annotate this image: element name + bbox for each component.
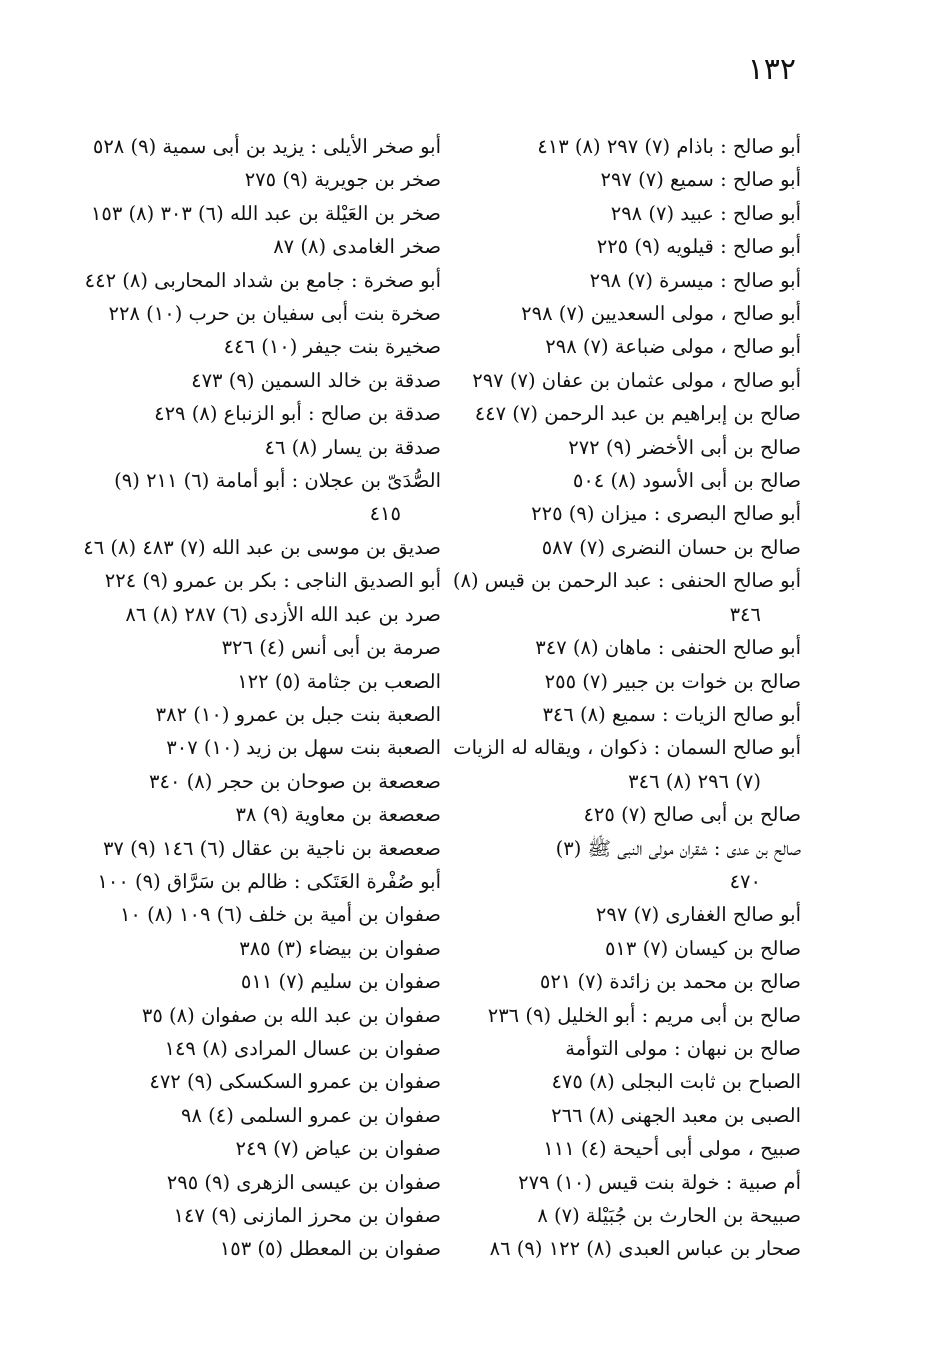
index-entry-text: أبو صالح البصرى : ميزان (٩) ٢٢٥ — [531, 502, 801, 526]
index-entry-text: صفوان بن عمرو السلمى (٤) ٩٨ — [181, 1103, 441, 1127]
index-entry-text: أبو الصديق الناجى : بكر بن عمرو (٩) ٢٢٤ — [104, 569, 441, 593]
index-entry-text: صفوان بن أمية بن خلف (٦) ١٠٩ (٨) ١٠ — [119, 903, 441, 927]
index-entry-text: صفوان بن محرز المازنى (٩) ١٤٧ — [173, 1204, 441, 1227]
index-entry — [91, 598, 441, 631]
index-entry-text: أبو صالح الحنفى : ماهان (٨) ٣٤٧ — [535, 636, 801, 660]
index-entry — [451, 1166, 801, 1199]
index-entry — [91, 397, 441, 430]
index-entry — [451, 798, 801, 831]
index-entry-text: صفوان بن عياض (٧) ٢٤٩ — [235, 1137, 441, 1161]
index-entry-text: صبيح ، مولى أبى أحيحة (٤) ١١١ — [543, 1137, 801, 1161]
index-entry-text: الصعب بن جثامة (٥) ١٢٢ — [237, 669, 441, 693]
index-entry — [451, 197, 801, 230]
index-entry — [451, 264, 801, 297]
index-entry-continuation: ٤١٥ — [369, 502, 401, 526]
index-entry-text: الصُّدَىّ بن عجلان : أبو أمامة (٦) ٢١١ (٩) — [114, 469, 441, 493]
index-entry-continuation: (٧) ٢٩٦ (٨) ٣٤٦ — [628, 769, 761, 793]
index-entry-text: صفوان بن المعطل (٥) ١٥٣ — [219, 1237, 441, 1261]
index-entry-text: أبو صُفْرة العَتَكى : ظالم بن سَرَّاق (٩) ١٠٠ — [97, 869, 441, 893]
index-entry — [451, 397, 801, 430]
index-entry-text: صالح بن عدى : شقران مولى النبى ﷺ (٣) — [555, 836, 801, 860]
index-entry — [91, 1099, 441, 1132]
index-entry-text: صالح بن خوات بن جبير (٧) ٢٥٥ — [544, 669, 801, 693]
index-entry — [91, 932, 441, 965]
index-entry — [91, 1166, 441, 1199]
index-entry-text: صخر بن العَيْلة بن عبد الله (٦) ٣٠٣ (٨) ١٥٣ — [90, 201, 441, 225]
index-entry-text: أبو صالح ، مولى عثمان بن عفان (٧) ٢٩٧ — [472, 368, 801, 392]
index-entry-text: صخر الغامدى (٨) ٨٧ — [273, 235, 441, 259]
index-entry-text: أبو صخر الأيلى : يزيد بن أبى سمية (٩) ٥٢٨ — [92, 135, 441, 158]
index-entry — [84, 264, 441, 297]
index-entry-text: صالح بن كيسان (٧) ٥١٣ — [604, 936, 801, 960]
index-entry — [451, 564, 801, 631]
index-entry-text: صالح بن أبى مريم : أبو الخليل (٩) ٢٣٦ — [487, 1003, 801, 1027]
index-entry-text: صعصعة بن معاوية (٩) ٣٨ — [235, 803, 441, 827]
index-entry — [451, 497, 801, 530]
index-entry-text: أبو صالح : باذام (٧) ٢٩٧ (٨) ٤١٣ — [537, 135, 801, 158]
index-entry — [91, 1199, 441, 1232]
index-entry-text: صديق بن موسى بن عبد الله (٧) ٤٨٣ (٨) ٤٦ — [83, 535, 441, 559]
index-entry — [91, 197, 441, 230]
index-entry — [91, 130, 441, 163]
index-entry-text: صخرة بنت أبى سفيان بن حرب (١٠) ٢٢٨ — [108, 302, 441, 326]
index-entry-text: أبو صالح ، مولى السعديين (٧) ٢٩٨ — [521, 302, 801, 326]
index-entry — [91, 431, 441, 464]
index-entry-text: صالح بن محمد بن زائدة (٧) ٥٢١ — [539, 970, 801, 994]
index-entry — [451, 1099, 801, 1132]
index-entry — [451, 297, 801, 330]
index-entry-text: أبو صخرة : جامع بن شداد المحاربى (٨) ٤٤٢ — [84, 268, 441, 292]
index-entry-text: أبو صالح الغفارى (٧) ٢٩٧ — [595, 903, 801, 927]
index-entry-text: أبو صالح الحنفى : عبد الرحمن بن قيس (٨) — [452, 569, 801, 593]
index-entry — [451, 330, 801, 363]
index-entry — [91, 832, 441, 865]
index-entry-text: صفوان بن عسال المرادى (٨) ١٤٩ — [164, 1036, 441, 1060]
index-entry — [451, 665, 801, 698]
index-entry-text: أبو صالح : ميسرة (٧) ٢٩٨ — [589, 268, 801, 292]
index-entry — [91, 999, 441, 1032]
index-entry-text: صعصعة بن ناجية بن عقال (٦) ١٤٦ (٩) ٣٧ — [102, 836, 441, 860]
index-entry — [451, 431, 801, 464]
index-entry — [451, 364, 801, 397]
index-entry — [451, 464, 801, 497]
index-entry-text: صفوان بن سليم (٧) ٥١١ — [240, 970, 441, 994]
index-entry — [91, 898, 441, 931]
index-entry-text: الصباح بن ثابت البجلى (٨) ٤٧٥ — [551, 1070, 801, 1094]
index-entry — [451, 631, 801, 664]
index-entry — [451, 1065, 801, 1098]
index-entry — [91, 631, 441, 664]
index-entry-text: أبو صالح : سميع (٧) ٢٩٧ — [600, 168, 801, 192]
index-entry-text: صخيرة بنت جيفر (١٠) ٤٤٦ — [223, 335, 441, 359]
index-entry-text: صحار بن عباس العبدى (٨) ١٢٢ (٩) ٨٦ — [489, 1237, 801, 1261]
index-entry — [91, 364, 441, 397]
index-entry — [91, 163, 441, 196]
index-entry — [91, 731, 441, 764]
index-entry-text: أبو صالح : قيلويه (٩) ٢٢٥ — [596, 235, 801, 259]
index-entry-text: صدقة بن صالح : أبو الزنباع (٨) ٤٢٩ — [154, 402, 441, 426]
index-entry — [91, 665, 441, 698]
index-entry — [451, 130, 801, 163]
index-entry — [91, 297, 441, 330]
index-entry — [91, 1065, 441, 1098]
index-entry-text: صدقة بن يسار (٨) ٤٦ — [264, 435, 441, 459]
index-entry — [451, 1032, 801, 1065]
index-entry-text: صدقة بن خالد السمين (٩) ٤٧٣ — [191, 368, 441, 392]
index-entry-text: صفوان بن بيضاء (٣) ٣٨٥ — [239, 936, 441, 960]
index-entry-text: صعصعة بن صوحان بن حجر (٨) ٣٤٠ — [149, 769, 441, 793]
index-entry-continuation: ٣٤٦ — [729, 602, 761, 626]
index-entry — [91, 330, 441, 363]
index-entry-text: الصبى بن معبد الجهنى (٨) ٢٦٦ — [551, 1103, 801, 1127]
index-entry-text: صبيحة بن الحارث بن جُبَيْلة (٧) ٨ — [537, 1204, 801, 1227]
index-entry — [91, 230, 441, 263]
index-entry — [451, 999, 801, 1032]
index-entry — [451, 698, 801, 731]
index-entry — [451, 932, 801, 965]
index-entry — [91, 698, 441, 731]
index-entry-text: أبو صالح السمان : ذكوان ، ويقاله له الزيات — [453, 736, 801, 760]
index-entry-text: صالح بن أبى صالح (٧) ٤٢٥ — [583, 803, 801, 827]
index-entry — [91, 464, 441, 531]
index-entry-text: صفوان بن عبد الله بن صفوان (٨) ٣٥ — [141, 1003, 441, 1027]
index-entry-text: صرمة بن أبى أنس (٤) ٣٢٦ — [221, 636, 441, 660]
index-entry — [451, 898, 801, 931]
index-entry-text: صالح بن حسان النضرى (٧) ٥٨٧ — [541, 535, 801, 559]
index-entry — [83, 531, 441, 564]
index-entry-text: صالح بن أبى الأخضر (٩) ٢٧٢ — [568, 435, 801, 459]
index-entry — [91, 1132, 441, 1165]
index-entry — [451, 230, 801, 263]
index-entry — [451, 531, 801, 564]
index-entry — [451, 163, 801, 196]
index-entry-text: صخر بن جويرية (٩) ٢٧٥ — [244, 168, 441, 192]
index-entry — [451, 1232, 801, 1265]
index-entry — [91, 564, 441, 597]
page-number: ١٣٢ — [747, 52, 796, 87]
index-entry — [451, 1132, 801, 1165]
index-entry — [91, 1032, 441, 1065]
index-column-left — [83, 130, 441, 1266]
index-entry-text: صالح بن أبى الأسود (٨) ٥٠٤ — [572, 469, 801, 493]
index-entry-text: صالح بن نبهان : مولى التوأمة — [565, 1036, 801, 1060]
index-entry — [451, 832, 801, 899]
index-entry — [451, 965, 801, 998]
index-entry-text: أم صبية : خولة بنت قيس (١٠) ٢٧٩ — [518, 1170, 801, 1194]
index-entry-text: أبو صالح الزيات : سميع (٨) ٣٤٦ — [542, 702, 801, 726]
index-entry — [91, 1232, 441, 1265]
index-entry — [91, 765, 441, 798]
index-entry-text: الصعبة بنت جبل بن عمرو (١٠) ٣٨٢ — [155, 702, 441, 726]
index-column-right — [451, 130, 801, 1266]
index-entry-text: صفوان بن عمرو السكسكى (٩) ٤٧٢ — [149, 1070, 441, 1094]
index-entry — [451, 731, 801, 798]
index-entry-text: صفوان بن عيسى الزهرى (٩) ٢٩٥ — [166, 1170, 441, 1194]
index-entry-text: صرد بن عبد الله الأزدى (٦) ٢٨٧ (٨) ٨٦ — [125, 602, 441, 626]
index-entry-text: صالح بن إبراهيم بن عبد الرحمن (٧) ٤٤٧ — [474, 402, 801, 426]
index-entry — [91, 798, 441, 831]
index-entry-text: أبو صالح : عبيد (٧) ٢٩٨ — [610, 201, 801, 225]
index-entry — [91, 865, 441, 898]
index-entry-continuation: ٤٧٠ — [729, 869, 761, 893]
index-entry — [91, 965, 441, 998]
index-entry — [451, 1199, 801, 1232]
index-entry-text: الصعبة بنت سهل بن زيد (١٠) ٣٠٧ — [166, 736, 441, 760]
index-entry-text: أبو صالح ، مولى ضباعة (٧) ٢٩٨ — [545, 335, 801, 359]
